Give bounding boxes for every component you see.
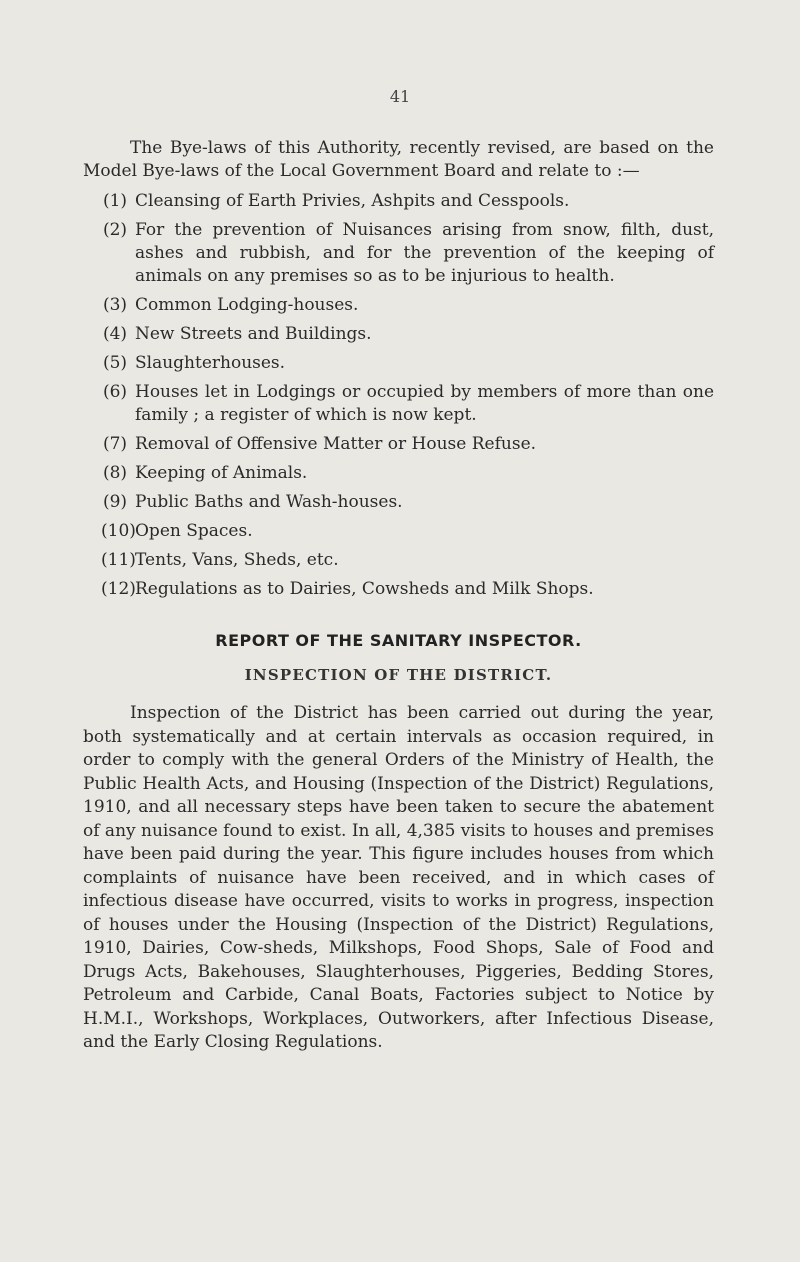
list-item-number: (9) bbox=[102, 492, 128, 512]
list-item bbox=[83, 491, 714, 514]
intro-paragraph: The Bye-laws of this Authority, recently revised, are based on the Model Bye-laws of the Local Government Board and relate to :— bbox=[83, 138, 714, 181]
list-item-text: Slaughterhouses. bbox=[135, 353, 286, 373]
list-item-number: (4) bbox=[102, 324, 128, 344]
list-item bbox=[83, 578, 714, 601]
list-item-text: New Streets and Buildings. bbox=[135, 324, 372, 344]
list-item bbox=[83, 352, 714, 375]
list-item-number: (8) bbox=[102, 463, 128, 483]
list-item-text: Removal of Offensive Matter or House Refuse. bbox=[135, 434, 537, 454]
list-item-number: (5) bbox=[102, 353, 128, 373]
page-content bbox=[83, 137, 714, 1055]
list-item bbox=[83, 433, 714, 456]
list-item-number: (2) bbox=[102, 220, 128, 240]
list-item-number: (1) bbox=[102, 191, 128, 211]
list-item-text: Houses let in Lodgings or occupied by members of more than one family ; a register of which is now kept. bbox=[135, 382, 714, 425]
list-item-number: (10) bbox=[101, 521, 136, 541]
list-item bbox=[83, 462, 714, 485]
list-item bbox=[83, 323, 714, 346]
list-item-number: (7) bbox=[102, 434, 128, 454]
list-item-number: (6) bbox=[102, 382, 128, 402]
list-item-number: (12) bbox=[101, 579, 136, 599]
list-item bbox=[83, 549, 714, 572]
list-item bbox=[83, 294, 714, 317]
list-item bbox=[83, 381, 714, 427]
list-item-text: Common Lodging-houses. bbox=[135, 295, 359, 315]
list-item-number: (3) bbox=[102, 295, 128, 315]
page-number: 41 bbox=[389, 87, 411, 106]
list-item-text: Open Spaces. bbox=[135, 521, 253, 541]
inspection-paragraph: Inspection of the District has been carried out during the year, both systematically and at certain intervals as occasion required, in order to comply with the general Orders of the Ministry of Health, the Public Health Acts, and Housing (Inspection of the District) Regulations, 1910, and all necessary steps have been taken to secure the abatement of any nuisance found to exist. In all, 4,385 visits to houses and premises have been paid during the year. This figure includes houses from which complaints of nuisance have been received, and in which cases of infectious disease have occurred, visits to works in progress, inspection of houses under the Housing (Inspection of the District) Regulations, 1910, Dairies, Cow-sheds, Milkshops, Food Shops, Sale of Food and Drugs Acts, Bakehouses, Slaughterhouses, Piggeries, Bedding Stores, Petroleum and Carbide, Canal Boats, Factories subject to Notice by H.M.I., Workshops, Workplaces, Outworkers, after Infectious Disease, and the Early Closing Regulations. bbox=[83, 703, 714, 1052]
list-item bbox=[83, 219, 714, 288]
section-subheading: INSPECTION OF THE DISTRICT. bbox=[244, 666, 553, 684]
list-item-text: Tents, Vans, Sheds, etc. bbox=[135, 550, 339, 570]
list-item-text: Regulations as to Dairies, Cowsheds and Milk Shops. bbox=[135, 579, 594, 599]
list-item bbox=[83, 190, 714, 213]
list-item-text: For the prevention of Nuisances arising from snow, filth, dust, ashes and rubbish, and for the prevention of the keeping of animals on any premises so as to be injurious to health. bbox=[135, 220, 714, 286]
bye-laws-list bbox=[83, 190, 714, 601]
list-item-number: (11) bbox=[101, 550, 136, 570]
list-item bbox=[83, 520, 714, 543]
list-item-text: Keeping of Animals. bbox=[135, 463, 308, 483]
report-heading: REPORT OF THE SANITARY INSPECTOR. bbox=[215, 631, 582, 650]
list-item-text: Cleansing of Earth Privies, Ashpits and Cesspools. bbox=[135, 191, 570, 211]
list-item-text: Public Baths and Wash-houses. bbox=[135, 492, 403, 512]
